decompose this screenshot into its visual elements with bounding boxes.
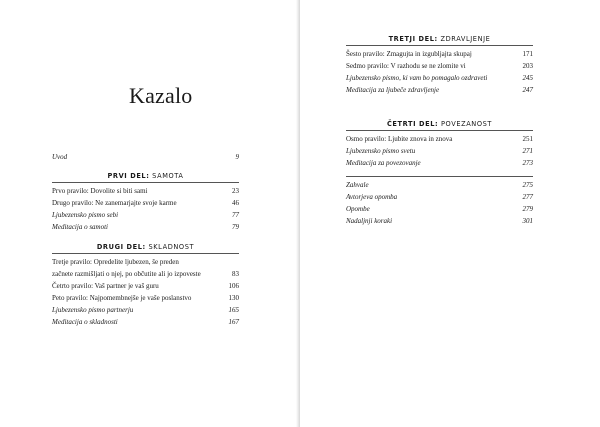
toc-entry-label-continued: začnete razmišljati o njej, po občutite ali jo izpoveste: [52, 270, 201, 278]
toc-entry-page: 23: [232, 187, 239, 195]
section-rule: [52, 182, 239, 183]
toc-entry-label: Peto pravilo: Najpomembnejše je vaše poslanstvo: [52, 294, 192, 302]
toc-entry-label: Ljubezensko pismo, ki vam bo pomagalo ozdraveti: [346, 74, 488, 82]
section-heading-bold: PRVI DEL:: [107, 172, 150, 180]
toc-entry-page: 273: [522, 159, 533, 167]
toc-entry-label: Šesto pravilo: Zmagujta in izgubljajta skupaj: [346, 50, 472, 58]
toc-entry-page: 277: [522, 193, 533, 201]
toc-entry: [52, 258, 239, 276]
toc-entry-page: 271: [522, 147, 533, 155]
toc-entry-page: 77: [232, 211, 239, 219]
section-rule: [346, 176, 533, 177]
toc-entry-label: Prvo pravilo: Dovolite si biti sami: [52, 187, 148, 195]
toc-entry-label: Meditacija o samoti: [52, 223, 108, 231]
section-heading-title: SAMOTA: [152, 172, 184, 180]
toc-entry-label: Uvod: [52, 153, 68, 161]
toc-entry-page: 79: [232, 223, 239, 231]
toc-entry-page: 203: [522, 62, 533, 70]
toc-entry-page: 9: [235, 153, 239, 161]
toc-entry-label: Meditacija o skladnosti: [52, 318, 118, 326]
toc-entry-label: Sedmo pravilo: V razhodu se ne zlomite vi: [346, 62, 466, 70]
toc-entry-label: Ljubezensko pismo svetu: [346, 147, 416, 155]
toc-entry-page: 245: [522, 74, 533, 82]
toc-entry-label: Meditacija za povezovanje: [346, 159, 421, 167]
left-page: [0, 0, 298, 427]
section-heading-bold: DRUGI DEL:: [96, 243, 146, 251]
section-heading-drugi-del: [52, 243, 239, 251]
toc-entry-label: Četrto pravilo: Vaš partner je vaš guru: [52, 282, 159, 290]
toc-entry-label: Osmo pravilo: Ljubite znova in znova: [346, 135, 453, 143]
toc-entry-page: 165: [228, 306, 239, 314]
toc-entry-page: 167: [228, 318, 239, 326]
toc-entry-label: Tretje pravilo: Opredelite ljubezen, še preden: [52, 258, 179, 266]
section-heading-bold: TRETJI DEL:: [388, 35, 438, 43]
toc-entry-page: 247: [522, 86, 533, 94]
toc-entry-label: Ljubezensko pismo sebi: [52, 211, 119, 219]
section-heading-bold: ČETRTI DEL:: [386, 120, 439, 128]
section-heading-title: ZDRAVLJENJE: [440, 35, 491, 43]
toc-entry-page: 301: [522, 217, 533, 225]
toc-entry-page: 106: [228, 282, 239, 290]
section-heading-title: POVEZANOST: [440, 120, 493, 128]
toc-entry-label: Ljubezensko pismo partnerju: [52, 306, 134, 314]
toc-entry-page: 130: [228, 294, 239, 302]
section-heading-tretji-del: [346, 35, 533, 43]
section-rule: [346, 130, 533, 131]
toc-entry-page: 46: [232, 199, 239, 207]
section-rule: [346, 45, 533, 46]
section-heading-title: SKLADNOST: [148, 243, 195, 251]
toc-entry-page: 251: [522, 135, 533, 143]
right-page: [300, 0, 600, 427]
toc-entry-page: 275: [522, 181, 533, 189]
toc-entry-label: Drugo pravilo: Ne zanemarjajte svoje karme: [52, 199, 177, 207]
section-heading-cetrti-del: [346, 120, 533, 128]
section-rule: [52, 253, 239, 254]
toc-entry-page: 279: [522, 205, 533, 213]
toc-entry-label: Avtorjeva opomba: [346, 193, 398, 201]
toc-entry-label: Nadaljnji koraki: [346, 217, 393, 225]
page-title: Kazalo: [129, 83, 193, 108]
toc-entry-label: Meditacija za ljubeče zdravljenje: [346, 86, 440, 94]
toc-entry-label: Zahvale: [346, 181, 369, 189]
toc-entry-label: Opombe: [346, 205, 370, 213]
toc-entry-page: 171: [522, 50, 533, 58]
section-heading-prvi-del: [52, 172, 239, 180]
toc-entry-page: 83: [232, 270, 239, 278]
